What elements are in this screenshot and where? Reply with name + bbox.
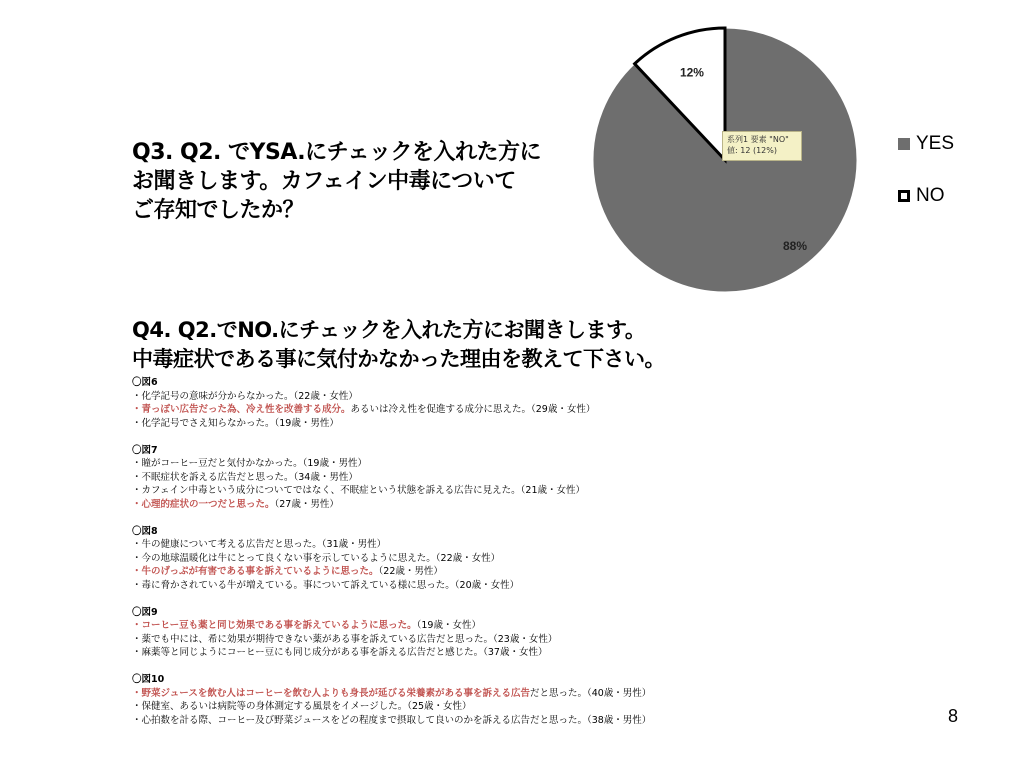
answer-text: ・化学記号の意味が分からなかった。（22歳・女性）: [132, 390, 358, 402]
answer-highlight: ・コーヒー豆も薬と同じ効果である事を訴えているように思った。: [132, 620, 417, 631]
legend-item-yes: [898, 132, 954, 156]
q3-line: お聞きします。カフェイン中毒について: [132, 169, 516, 194]
pie-label-no: 12%: [679, 65, 704, 80]
answer-text: あるいは冷え性を促進する成分に思えた。（29歳・女性）: [350, 404, 596, 415]
answer-item: [132, 471, 952, 485]
answer-group-fig7: [132, 444, 952, 512]
q4-line: Q4. Q2.でNO.にチェックを入れた方にお聞きします。: [132, 318, 646, 342]
group-title: 〇図7: [132, 444, 158, 456]
answer-text: ・化学記号でさえ知らなかった。（19歳・男性）: [132, 417, 339, 429]
answer-text: ・牛の健康について考える広告だと思った。（31歳・男性）: [132, 539, 387, 550]
answer-text: だと思った。（40歳・男性）: [529, 687, 652, 699]
page-number: 8: [948, 706, 959, 726]
answer-text: ・麻薬等と同じようにコーヒー豆にも同じ成分がある事を訴える広告だと感じた。（37歳・女性）: [132, 647, 548, 658]
answer-highlight: ・牛のげっぷが有害である事を訴えているように思った。: [132, 566, 379, 577]
answer-text: ・毒に脅かされている牛が増えている。事について訴えている様に思った。（20歳・女性）: [132, 579, 520, 591]
legend-swatch-yes: [898, 138, 910, 150]
answer-item: [132, 538, 952, 552]
answer-item: [132, 646, 952, 660]
chart-legend: [898, 132, 954, 236]
answer-item: [132, 700, 952, 714]
answer-text: ・薬でも中には、希に効果が期待できない薬がある事を訴えている広告だと思った。（23歳・女性）: [132, 633, 558, 645]
answer-item: [132, 579, 952, 593]
legend-swatch-no: [898, 190, 910, 202]
group-title: 〇図9: [132, 606, 158, 618]
answer-item: [132, 552, 952, 566]
answer-text: （19歳・女性）: [416, 620, 481, 631]
answer-group-fig9: [132, 606, 952, 660]
answer-text: （27歳・男性）: [274, 498, 339, 510]
answer-group-fig10: [132, 673, 952, 727]
group-title: 〇図8: [132, 525, 158, 537]
answer-item: [132, 390, 952, 404]
answer-group-fig6: [132, 376, 952, 430]
answer-highlight: ・心理的症状の一つだと思った。: [132, 498, 275, 510]
answer-item: [132, 619, 952, 633]
tooltip-line: 値: 12 (12%): [727, 146, 777, 155]
answer-text: （22歳・男性）: [378, 566, 443, 577]
answer-text: ・瞳がコーヒー豆だと気付かなかった。（19歳・男性）: [132, 458, 367, 469]
answer-group-fig8: [132, 525, 952, 593]
q3-line: ご存知でしたか？: [132, 198, 305, 223]
q3-line: Q3. Q2. でYSA.にチェックを入れた方に: [132, 140, 541, 165]
answer-text: ・カフェイン中毒という成分についてではなく、不眠症という状態を訴える広告に見えた。（21歳・女性）: [132, 485, 585, 496]
q3-heading: [132, 138, 562, 225]
answer-item: [132, 498, 952, 512]
group-title: 〇図10: [132, 674, 165, 685]
answer-item: [132, 633, 952, 647]
legend-label-no: NO: [916, 185, 945, 206]
pie-label-yes: 88%: [782, 239, 808, 253]
answer-highlight: ・青っぽい広告だった為、冷え性を改善する成分。: [132, 404, 351, 415]
q4-heading: [132, 316, 1012, 374]
answer-item: [132, 714, 952, 728]
tooltip-line: 系列1 要素 "NO": [727, 135, 789, 144]
answer-text: ・保健室、あるいは病院等の身体測定する風景をイメージした。（25歳・女性）: [132, 701, 472, 712]
chart-tooltip: [722, 131, 802, 161]
answer-text: ・心拍数を計る際、コーヒー及び野菜ジュースをどの程度まで摂取して良いのかを訴える広告だと思った。（38歳・男性）: [132, 714, 652, 726]
answer-item: [132, 687, 952, 701]
legend-item-no: [898, 184, 954, 208]
answer-item: [132, 403, 952, 417]
legend-label-yes: YES: [916, 133, 955, 154]
answer-text: ・不眠症状を訴える広告だと思った。（34歳・男性）: [132, 471, 358, 483]
q4-line: 中毒症状である事に気付かなかった理由を教えて下さい。: [132, 347, 665, 371]
answer-item: [132, 565, 952, 579]
answer-item: [132, 457, 952, 471]
answer-highlight: ・野菜ジュースを飲む人はコーヒーを飲む人よりも身長が延びる栄養素がある事を訴える広告: [132, 687, 530, 699]
answers-list: [132, 376, 952, 741]
answer-item: [132, 417, 952, 431]
answer-text: ・今の地球温暖化は牛にとって良くない事を示しているように思えた。（22歳・女性）: [132, 552, 501, 564]
group-title: 〇図6: [132, 377, 158, 388]
answer-item: [132, 484, 952, 498]
